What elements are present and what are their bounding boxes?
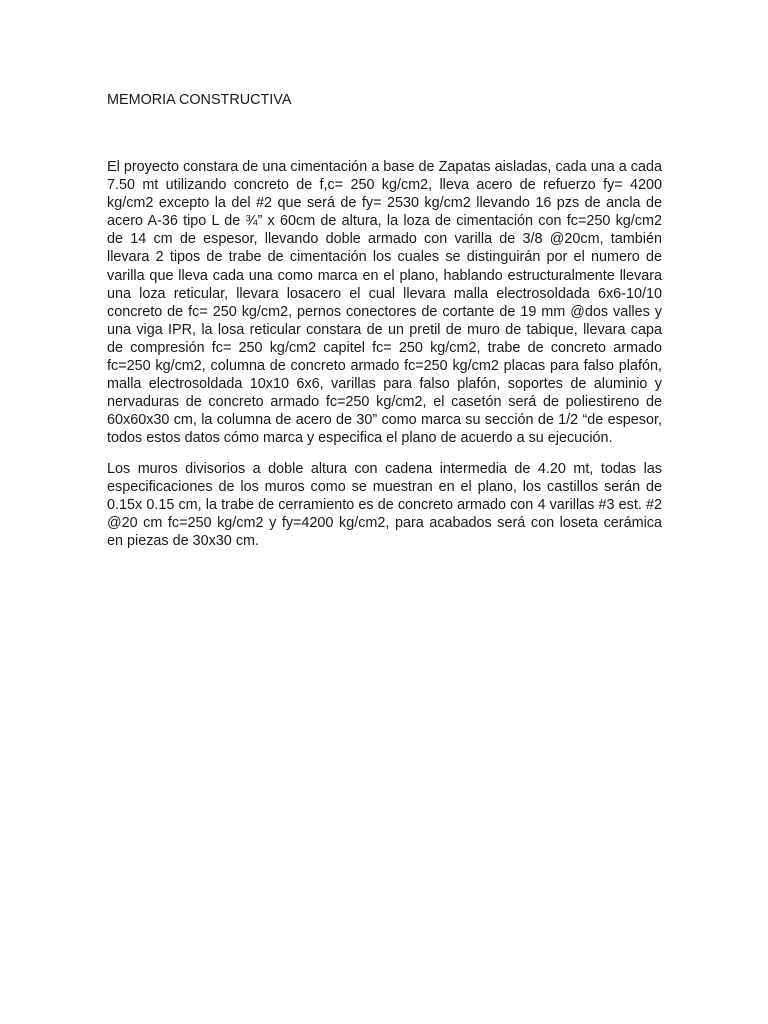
- paragraph-walls: Los muros divisorios a doble altura con cadena intermedia de 4.20 mt, todas las especificaciones de los muros como se muestran en el plano, los castillos serán de 0.15x 0.15 cm, la trabe de cerramiento es de concreto armado con 4 varillas #3 est. #2 @20 cm fc=250 kg/cm2 y fy=4200 kg/cm2, para acabados será con loseta cerámica en piezas de 30x30 cm.: [107, 460, 662, 549]
- document-title: MEMORIA CONSTRUCTIVA: [107, 92, 292, 108]
- paragraph-foundation: El proyecto constara de una cimentación a base de Zapatas aisladas, cada una a cada 7.50 mt utilizando concreto de f,c= 250 kg/cm2, lleva acero de refuerzo fy= 4200 kg/cm2 excepto la del #2 que será de fy= 2530 kg/cm2 llevando 16 pzs de ancla de acero A-36 tipo L de ¾” x 60cm de altura, la loza de cimentación con fc=250 kg/cm2 de 14 cm de espesor, llevando doble armado con varilla de 3/8 @20cm, también llevara 2 tipos de trabe de cimentación los cuales se distinguirán por el numero de varilla que lleva cada una como marca en el plano, hablando estructuralmente llevara una loza reticular, llevara losacero el cual llevara malla electrosoldada 6x6-10/10 concreto de fc= 250 kg/cm2, pernos conectores de cortante de 19 mm @dos valles y una viga IPR, la losa reticular constara de un pretil de muro de tabique, llevara capa de compresión fc= 250 kg/cm2 capitel fc= 250 kg/cm2, trabe de concreto armado fc=250 kg/cm2, columna de concreto armado fc=250 kg/cm2 placas para falso plafón, malla electrosoldada 10x10 6x6, varillas para falso plafón, soportes de aluminio y nervaduras de concreto armado fc=250 kg/cm2, el casetón será de poliestireno de 60x60x30 cm, la columna de acero de 30” como marca su sección de 1/2 “de espesor, todos estos datos cómo marca y especifica el plano de acuerdo a su ejecución.: [107, 159, 662, 447]
- document-page: [107, 90, 662, 562]
